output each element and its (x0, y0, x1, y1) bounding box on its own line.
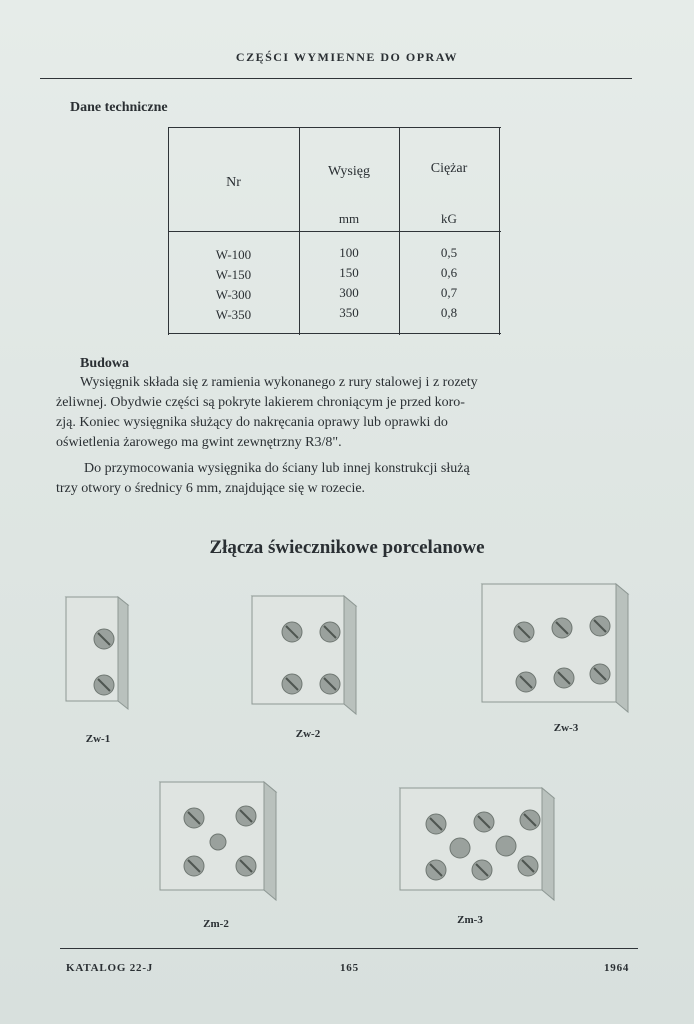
porcelain-connector-zw1 (62, 593, 132, 713)
porcelain-connector-zw3 (478, 578, 632, 718)
figure-section-title: Złącza świecznikowe porcelanowe (209, 537, 485, 558)
paragraph-line: trzy otwory o średnicy 6 mm, znajdujące się w rozecie. (56, 481, 366, 496)
figure-label-zw1: Zw-1 (85, 733, 111, 745)
header-rule (40, 78, 632, 79)
table-cell-reach: 100 (339, 245, 359, 260)
table-cell-weight: 0,5 (440, 245, 458, 260)
table-bottom-border (168, 333, 501, 334)
table-top-border (168, 127, 501, 128)
porcelain-connector-zw2 (248, 590, 360, 718)
paragraph-line: żeliwnej. Obydwie części są pokryte lakierem chroniącym je przed koro- (56, 395, 465, 410)
column-header-nr: Nr (226, 175, 241, 190)
running-header: CZĘŚCI WYMIENNE DO OPRAW (235, 50, 459, 64)
footer-page-number: 165 (340, 962, 359, 974)
technical-data-table (168, 127, 501, 335)
table-cell-nr: W-100 (215, 247, 252, 262)
footer-catalog: KATALOG 22-J (66, 962, 154, 974)
column-header-reach: Wysięg (328, 164, 370, 179)
table-cell-weight: 0,8 (440, 305, 458, 320)
paragraph-line: oświetlenia żarowego ma gwint zewnętrzny R3/8". (56, 435, 342, 450)
footer-year: 1964 (604, 962, 630, 974)
paragraph-line: zją. Koniec wysięgnika służący do nakręcania oprawy lub oprawki do (56, 415, 448, 430)
table-cell-nr: W-150 (215, 267, 252, 282)
table-right-border (499, 127, 500, 335)
footer-rule (60, 948, 638, 949)
table-cell-nr: W-300 (215, 287, 252, 302)
column-unit-reach: mm (338, 211, 360, 226)
column-header-weight: Ciężar (430, 161, 468, 176)
table-cell-weight: 0,7 (440, 285, 458, 300)
section-label-technical-data: Dane techniczne (70, 100, 168, 115)
section-heading-construction: Budowa (80, 356, 130, 371)
figure-label-zw2: Zw-2 (295, 728, 321, 740)
figure-label-zw3: Zw-3 (553, 722, 579, 734)
porcelain-connector-zm3 (396, 782, 560, 904)
table-cell-weight: 0,6 (440, 265, 458, 280)
porcelain-connector-zm2 (156, 776, 280, 904)
table-header-separator (168, 231, 501, 232)
table-cell-reach: 300 (339, 285, 359, 300)
table-cell-reach: 350 (339, 305, 359, 320)
figure-label-zm2: Zm-2 (203, 918, 229, 930)
column-unit-weight: kG (441, 211, 457, 226)
table-cell-reach: 150 (339, 265, 359, 280)
paragraph-line: Do przymocowania wysięgnika do ściany lub innej konstrukcji służą (84, 461, 470, 476)
paragraph-line: Wysięgnik składa się z ramienia wykonanego z rury stalowej i z rozety (80, 375, 478, 390)
table-cell-nr: W-350 (215, 307, 252, 322)
figure-label-zm3: Zm-3 (457, 914, 483, 926)
